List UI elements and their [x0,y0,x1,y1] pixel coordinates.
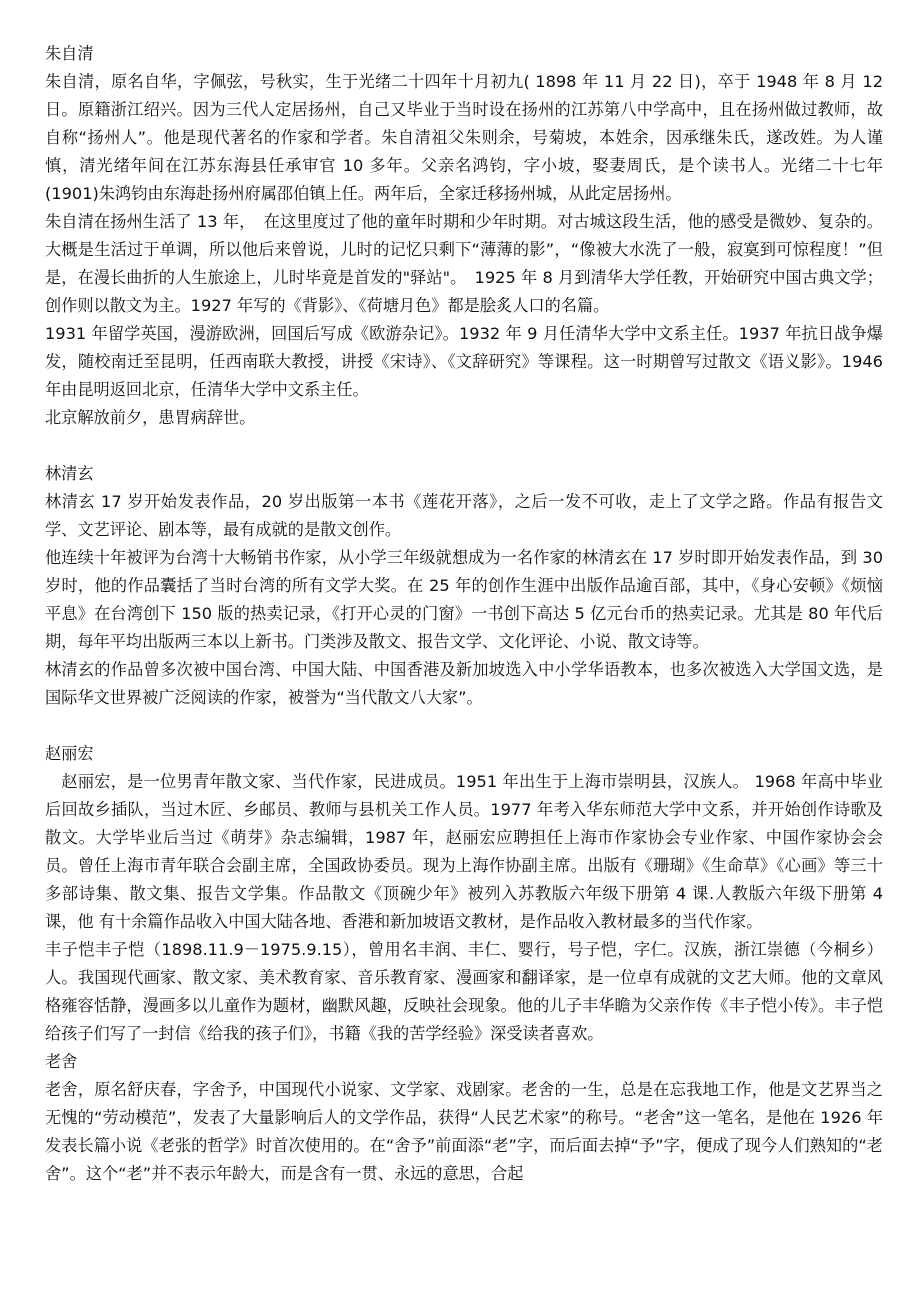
section-lao-she [45,1048,883,1188]
paragraph: 1931 年留学英国，漫游欧洲，回国后写成《欧游杂记》。1932 年 9 月任清华大学中文系主任。1937 年抗日战争爆发，随校南迁至昆明，任西南联大教授，讲授《宋诗》、《文辞研究》等课程。这一时期曾写过散文《语义影》。1946 年由昆明返回北京，任清华大学中文系主任。 [45,324,883,399]
paragraph: 林清玄 17 岁开始发表作品，20 岁出版第一本书《莲花开落》，之后一发不可收，走上了文学之路。作品有报告文学、文艺评论、剧本等，最有成就的是散文创作。 [45,492,883,539]
paragraph: 北京解放前夕，患胃病辞世。 [45,408,256,427]
paragraph: 他连续十年被评为台湾十大畅销书作家，从小学三年级就想成为一名作家的林清玄在 17 岁时即开始发表作品，到 30 岁时，他的作品囊括了当时台湾的所有文学大奖。在 25 年的创作生涯中出版作品逾百部，其中，《身心安顿》《烦恼平息》在台湾创下 150 版的热卖记录，《打开心灵的门窗》一书创下高达 5 亿元台币的热卖记录。尤其是 80 年代后期，每年平均出版两三本以上新书。门类涉及散文、报告文学、文化评论、小说、散文诗等。 [45,548,883,651]
paragraph: 赵丽宏，是一位男青年散文家、当代作家，民进成员。1951 年出生于上海市崇明县，汉族人。 1968 年高中毕业后回故乡插队，当过木匠、乡邮员、教师与县机关工作人员。1977 年考入华东师范大学中文系，并开始创作诗歌及散文。大学毕业后当过《萌芽》杂志编辑，1987 年，赵丽宏应聘担任上海市作家协会专业作家、中国作家协会会员。曾任上海市青年联合会副主席，全国政协委员。现为上海作协副主席。出版有《珊瑚》《生命草》《心画》等三十多部诗集、散文集、报告文学集。作品散文《顶碗少年》被列入苏教版六年级下册第 4 课.人教版六年级下册第 4 课，他 有十余篇作品收入中国大陆各地、香港和新加坡语文教材，是作品收入教材最多的当代作家。 [45,772,883,931]
paragraph: 老舍，原名舒庆春，字舍予，中国现代小说家、文学家、戏剧家。老舍的一生，总是在忘我地工作，他是文艺界当之无愧的“劳动模范”，发表了大量影响后人的文学作品，获得“人民艺术家”的称号。“老舍”这一笔名，是他在 1926 年发表长篇小说《老张的哲学》时首次使用的。在“舍予”前面添“老”字，而后面去掉“予”字，便成了现今人们熟知的“老舍”。这个“老”并不表示年龄大，而是含有一贯、永远的意思，合起 [45,1080,883,1183]
section-title: 赵丽宏 [45,744,94,763]
section-title: 朱自清 [45,44,94,63]
paragraph: 朱自清，原名自华，字佩弦，号秋实，生于光绪二十四年十月初九( 1898 年 11 月 22 日)，卒于 1948 年 8 月 12 日。原籍浙江绍兴。因为三代人定居扬州，自己又毕业于当时设在扬州的江苏第八中学高中，且在扬州做过教师，故自称“扬州人”。他是现代著名的作家和学者。朱自清祖父朱则余，号菊坡，本姓余，因承继朱氏，遂改姓。为人谨慎，清光绪年间在江苏东海县任承审官 10 多年。父亲名鸿钧，字小坡，娶妻周氏，是个读书人。光绪二十七年(1901)朱鸿钧由东海赴扬州府属邵伯镇上任。两年后，全家迁移扬州城，从此定居扬州。 [45,72,883,203]
section-title: 林清玄 [45,464,94,483]
section-title: 老舍 [45,1052,78,1071]
section-spacer [45,712,883,740]
paragraph: 林清玄的作品曾多次被中国台湾、中国大陆、中国香港及新加坡选入中小学华语教本，也多次被选入大学国文选，是国际华文世界被广泛阅读的作家，被誉为“当代散文八大家”。 [45,660,883,707]
section-spacer [45,432,883,460]
document-page [45,40,883,1188]
paragraph: 丰子恺丰子恺（1898.11.9－1975.9.15），曾用名丰润、丰仁、婴行，号子恺，字仁。汉族，浙江崇德（今桐乡）人。我国现代画家、散文家、美术教育家、音乐教育家、漫画家和翻译家，是一位卓有成就的文艺大师。他的文章风格雍容恬静，漫画多以儿童作为题材，幽默风趣，反映社会现象。他的儿子丰华瞻为父亲作传《丰子恺小传》。丰子恺给孩子们写了一封信《给我的孩子们》，书籍《我的苦学经验》深受读者喜欢。 [45,940,883,1043]
section-zhao-lihong [45,740,883,1048]
paragraph: 朱自清在扬州生活了 13 年， 在这里度过了他的童年时期和少年时期。对古城这段生活，他的感受是微妙、复杂的。大概是生活过于单调，所以他后来曾说，儿时的记忆只剩下“薄薄的影”，“像被大水洗了一般，寂寞到可惊程度！”但是，在漫长曲折的人生旅途上，儿时毕竟是首发的"驿站"。 1925 年 8 月到清华大学任教，开始研究中国古典文学；创作则以散文为主。1927 年写的《背影》、《荷塘月色》都是脍炙人口的名篇。 [45,212,883,315]
section-zhu-ziqing [45,40,883,432]
section-lin-qingxuan [45,460,883,712]
